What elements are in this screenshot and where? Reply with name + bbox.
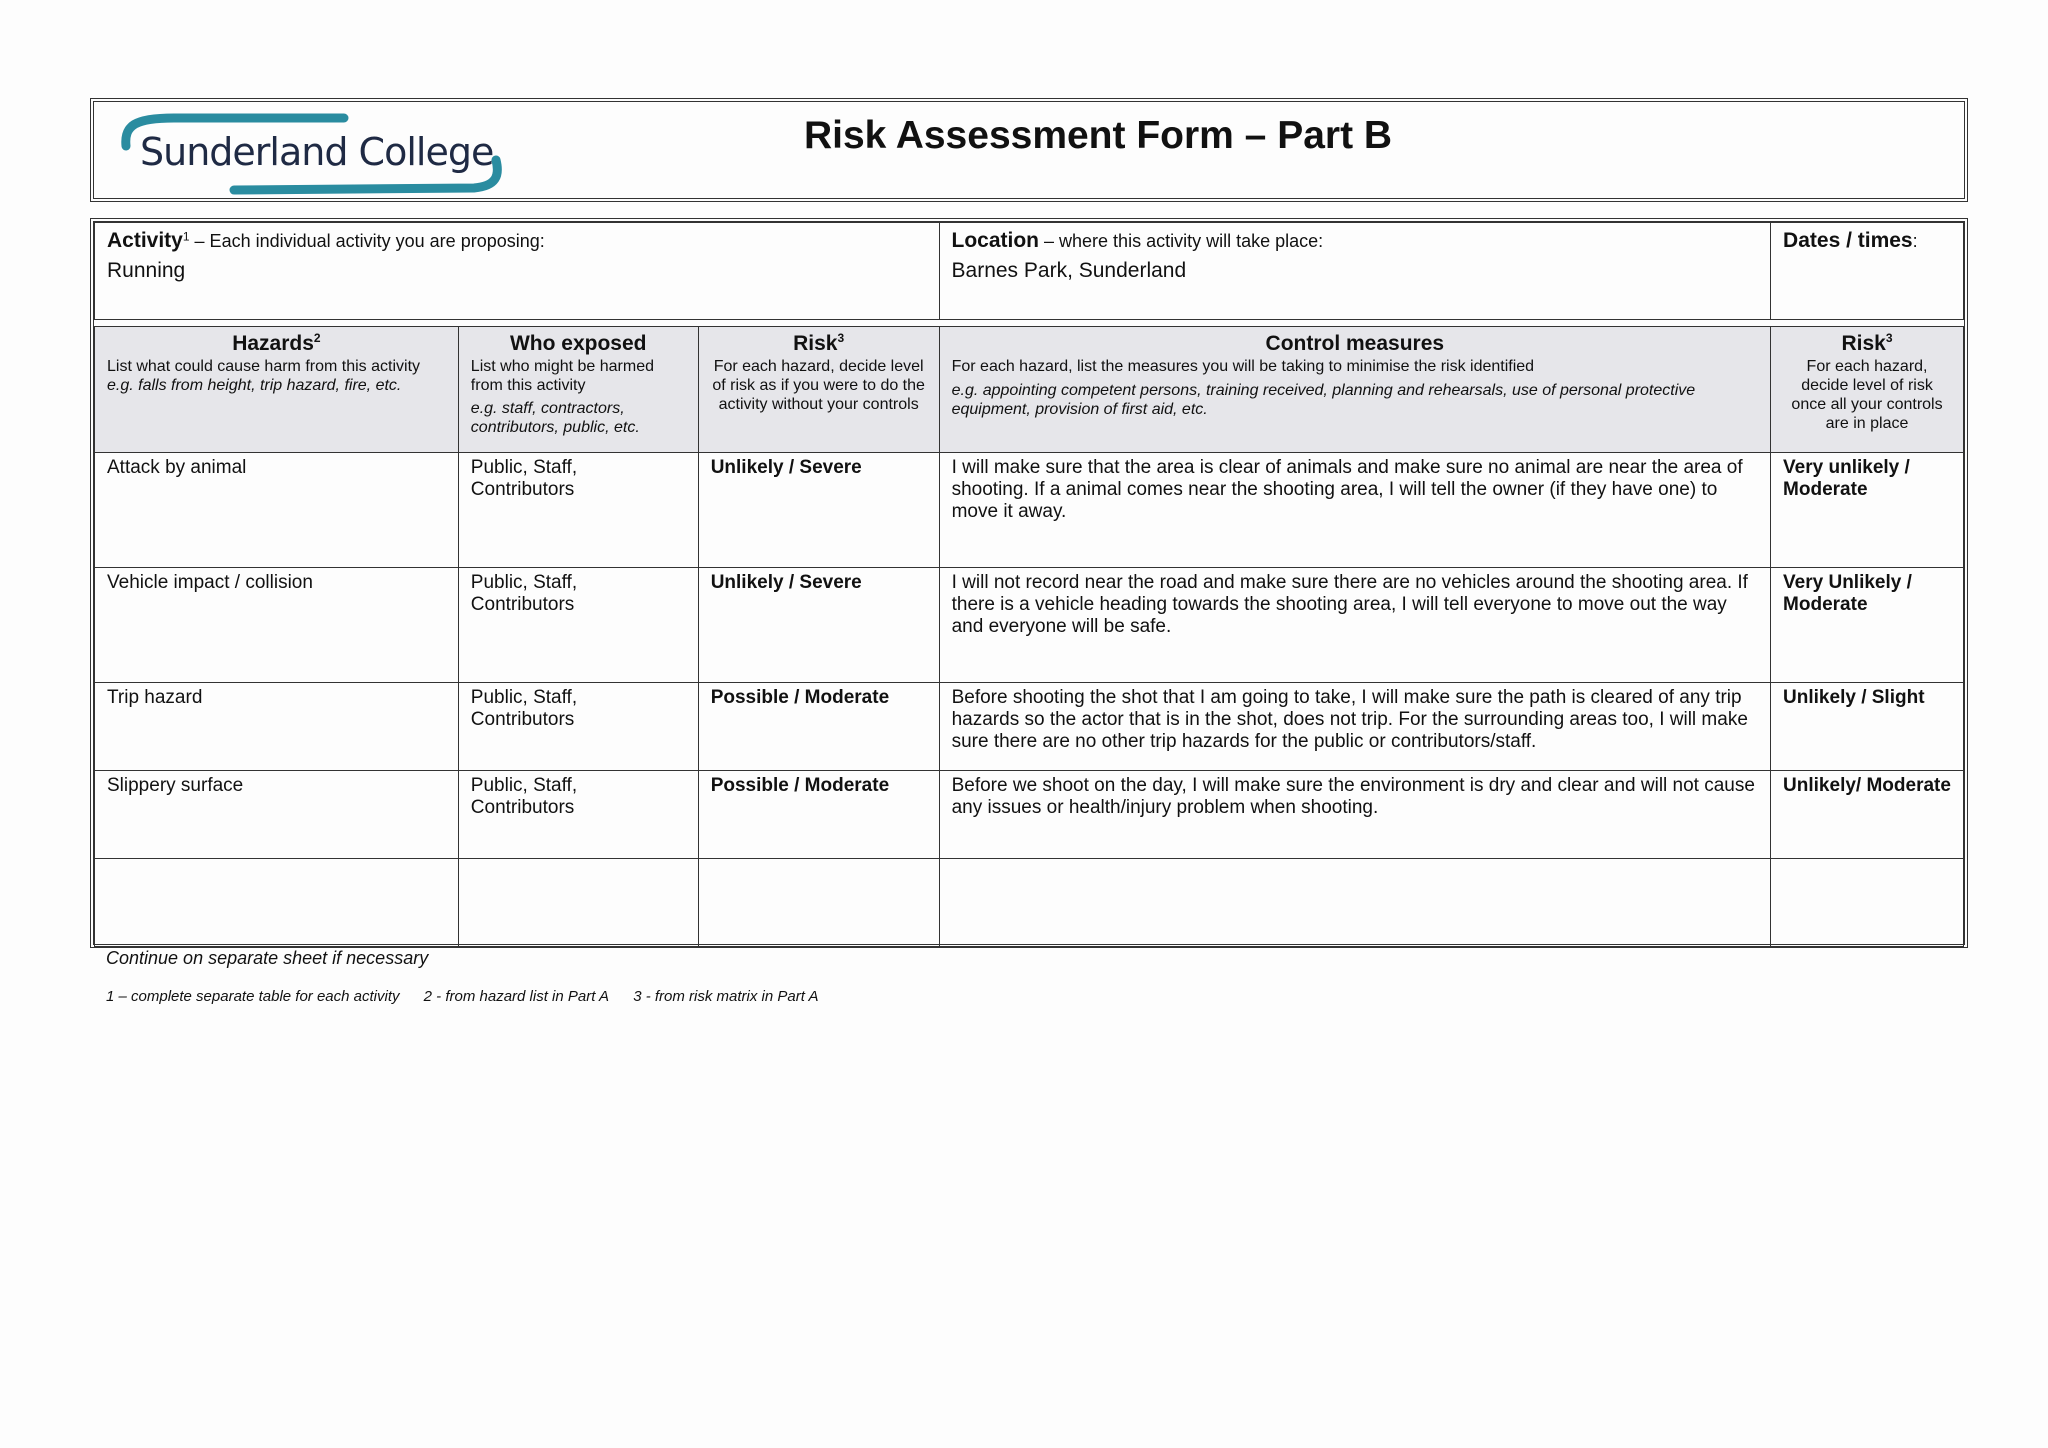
continue-note: Continue on separate sheet if necessary: [106, 948, 429, 968]
hazard-cell[interactable]: Attack by animal: [95, 453, 459, 568]
risk-cell[interactable]: Unlikely / Severe: [698, 453, 939, 568]
risk-after-cell[interactable]: [1771, 859, 1964, 947]
who-header: [458, 327, 698, 453]
hazard-cell[interactable]: Trip hazard: [95, 683, 459, 771]
risk-cell[interactable]: Unlikely / Severe: [698, 568, 939, 683]
risk-after-title: Risk: [1841, 332, 1886, 355]
location-cell: [939, 223, 1771, 320]
control-cell[interactable]: [939, 859, 1770, 947]
footnote: 1 – complete separate table for each activity: [106, 988, 400, 1005]
location-value[interactable]: Barnes Park, Sunderland: [951, 259, 1187, 282]
footnotes: [106, 988, 839, 1005]
dates-sub: :: [1912, 231, 1918, 251]
location-label: Location: [951, 229, 1040, 252]
control-example: e.g. appointing competent persons, training received, planning and rehearsals, use of personal protective equipment, provision of first aid, etc.: [951, 382, 1696, 418]
dates-label: Dates / times: [1783, 229, 1913, 252]
hazards-footnote-ref: 2: [313, 331, 321, 345]
risk-assessment-table: [90, 218, 1968, 948]
location-sub: – where this activity will take place:: [1039, 231, 1324, 251]
hazard-cell[interactable]: Vehicle impact / collision: [95, 568, 459, 683]
table-row: [95, 568, 1964, 683]
form-header: [90, 98, 1968, 202]
college-logo: [104, 108, 508, 198]
risk-after-cell[interactable]: Unlikely / Slight: [1771, 683, 1964, 771]
table-row-empty: [95, 859, 1964, 947]
who-cell[interactable]: Public, Staff, Contributors: [458, 683, 698, 771]
footnote: 2 - from hazard list in Part A: [423, 988, 610, 1005]
who-desc: List who might be harmed from this activity: [470, 358, 654, 394]
risk-cell[interactable]: [698, 859, 939, 947]
logo-text: Sunderland College: [140, 130, 494, 174]
activity-info-table: [94, 222, 1964, 320]
control-title: Control measures: [1265, 332, 1445, 355]
who-cell[interactable]: [458, 859, 698, 947]
table-row: [95, 771, 1964, 859]
activity-value[interactable]: Running: [107, 259, 186, 282]
who-cell[interactable]: Public, Staff, Contributors: [458, 771, 698, 859]
who-cell[interactable]: Public, Staff, Contributors: [458, 453, 698, 568]
table-header-row: [95, 327, 1964, 453]
activity-label: Activity: [107, 229, 183, 252]
control-cell[interactable]: I will not record near the road and make sure there are no vehicles around the shooting area. If there is a vehicle heading towards the shooting area, I will tell everyone to move out the way and everyone will be safe.: [939, 568, 1770, 683]
hazard-table: [94, 326, 1964, 947]
control-cell[interactable]: Before we shoot on the day, I will make sure the environment is dry and clear and will not cause any issues or health/injury problem when shooting.: [939, 771, 1770, 859]
control-desc: For each hazard, list the measures you will be taking to minimise the risk identified: [951, 358, 1535, 375]
risk-header: [698, 327, 939, 453]
risk-after-cell[interactable]: Very Unlikely / Moderate: [1771, 568, 1964, 683]
control-header: [939, 327, 1770, 453]
who-example: e.g. staff, contractors, contributors, public, etc.: [470, 400, 640, 436]
who-title: Who exposed: [509, 332, 647, 355]
risk-after-cell[interactable]: Very unlikely / Moderate: [1771, 453, 1964, 568]
activity-footnote-ref: 1: [182, 229, 190, 244]
hazard-cell[interactable]: Slippery surface: [95, 771, 459, 859]
risk-after-desc: For each hazard, decide level of risk once all your controls are in place: [1791, 358, 1943, 432]
risk-title: Risk: [793, 332, 838, 355]
activity-cell: [95, 223, 940, 320]
hazard-cell[interactable]: [95, 859, 459, 947]
risk-after-footnote-ref: 3: [1885, 331, 1893, 345]
table-row: [95, 453, 1964, 568]
page-title: Risk Assessment Form – Part B: [803, 114, 1393, 157]
who-cell[interactable]: Public, Staff, Contributors: [458, 568, 698, 683]
hazards-example: e.g. falls from height, trip hazard, fire, etc.: [107, 377, 402, 394]
risk-footnote-ref: 3: [837, 331, 845, 345]
risk-cell[interactable]: Possible / Moderate: [698, 771, 939, 859]
risk-desc: For each hazard, decide level of risk as if you were to do the activity without your controls: [712, 358, 925, 413]
risk-cell[interactable]: Possible / Moderate: [698, 683, 939, 771]
hazards-desc: List what could cause harm from this activity: [107, 358, 421, 375]
dates-cell[interactable]: [1771, 223, 1964, 320]
footnote: 3 - from risk matrix in Part A: [633, 988, 819, 1005]
table-row: [95, 683, 1964, 771]
control-cell[interactable]: Before shooting the shot that I am going to take, I will make sure the path is cleared of any trip hazards so the actor that is in the shot, does not trip. For the surrounding areas too, I will make sure there are no other trip hazards for the public or contributors/staff.: [939, 683, 1770, 771]
hazards-title: Hazards: [232, 332, 314, 355]
risk-after-cell[interactable]: Unlikely/ Moderate: [1771, 771, 1964, 859]
control-cell[interactable]: I will make sure that the area is clear of animals and make sure no animal are near the area of shooting. If a animal comes near the shooting area, I will tell the owner (if they have one) to move it away.: [939, 453, 1770, 568]
hazards-header: [95, 327, 459, 453]
risk-after-header: [1771, 327, 1964, 453]
activity-sub: – Each individual activity you are proposing:: [189, 231, 545, 251]
